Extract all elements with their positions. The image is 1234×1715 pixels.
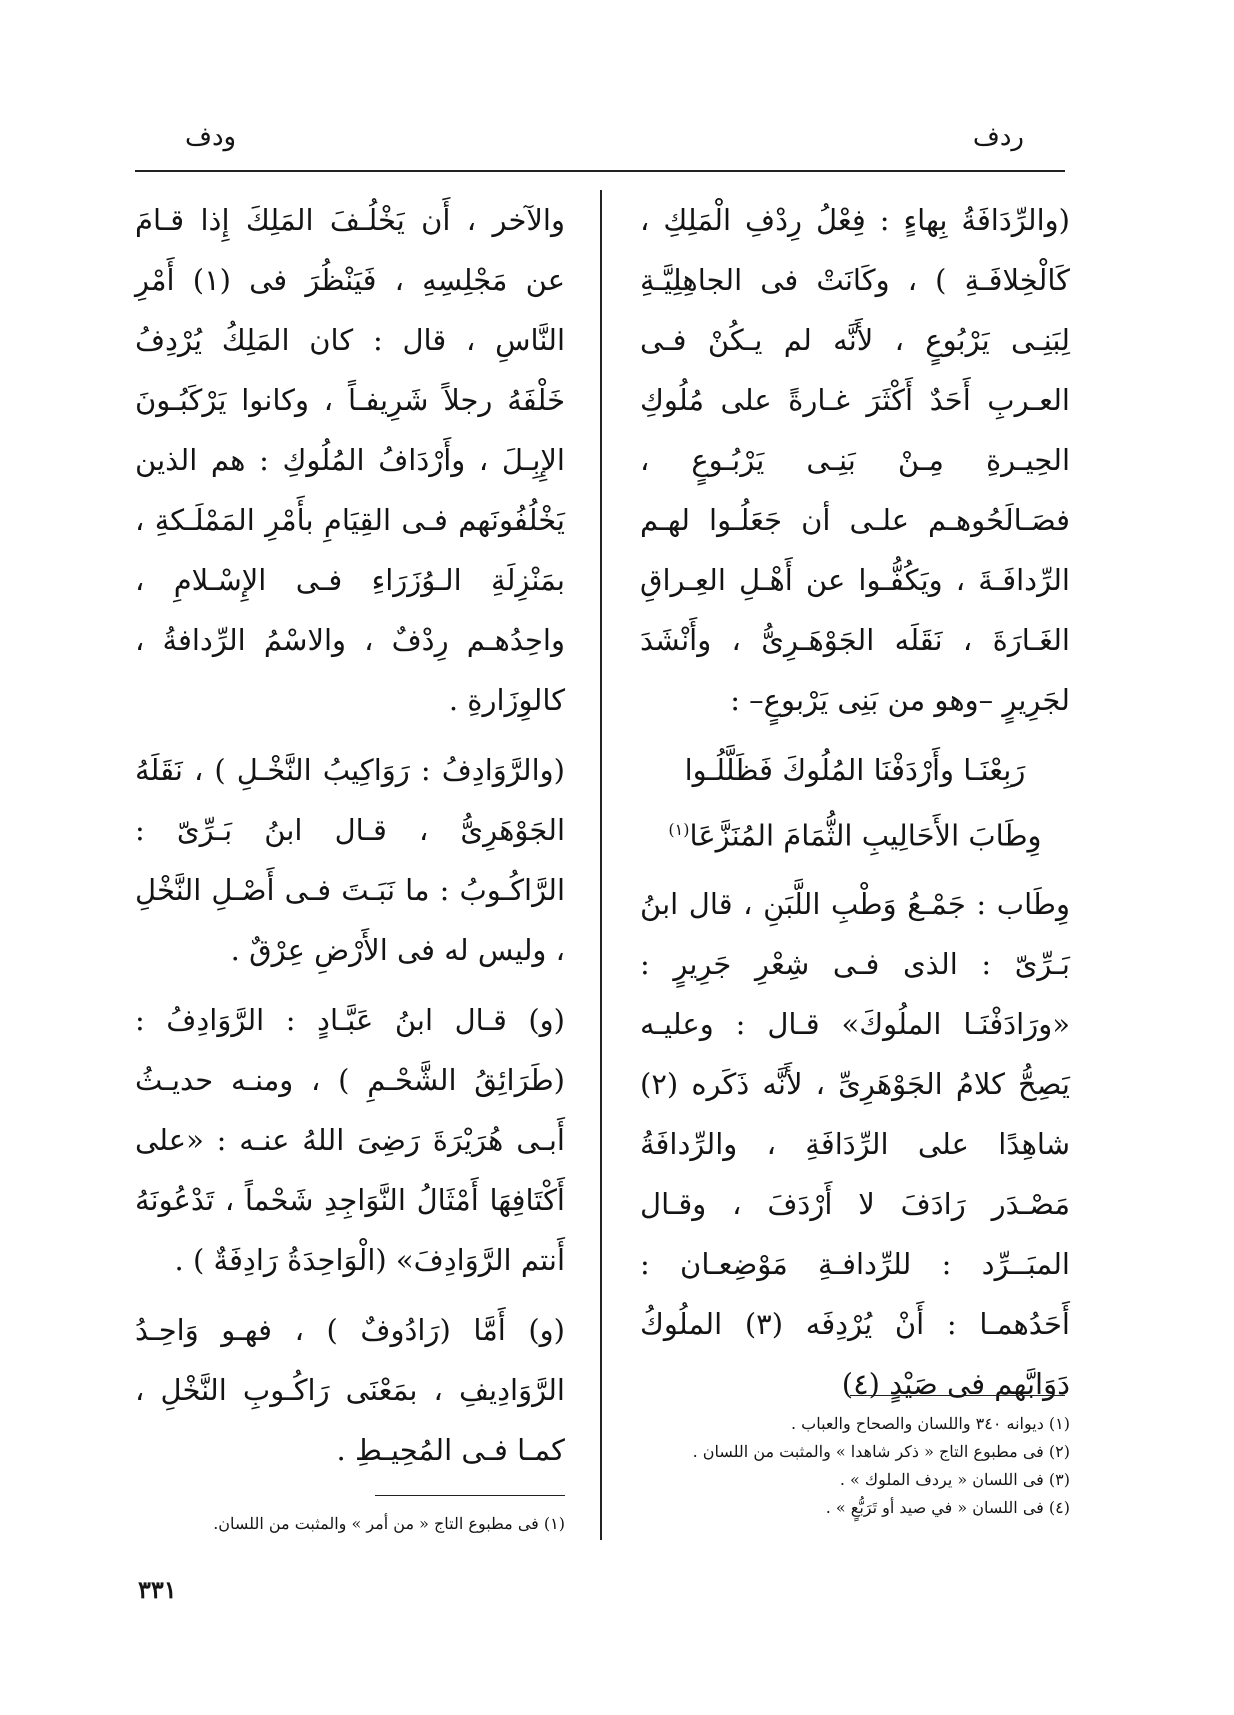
left-paragraph-1: والآخر ، أَن يَخْلُـفَ المَلِكَ إِذا قـامَ عن مَجْلِسِهِ ، فَيَنْظُرَ فى (١) أَمْرِ النَّاسِ ، قال : كان المَلِكُ يُرْدِفُ خَلْفَهُ رجلاً شَرِيفـاً ، وكانوا يَرْكَبُـونَ الإِبِـلَ ، وأَرْدَافُ المُلُوكِ : هم الذين يَخْلُفُونَهم فـى القِيَامِ بأَمْرِ المَمْلَـكةِ ، بمَنْزِلَةِ الـوُزَرَاءِ فـى الإِسْـلامِ ، واحِدُهـم رِدْفٌ ، والاسْمُ الرِّدافةُ ، كالوِزَارةِ . (135, 203, 566, 717)
left-column (135, 190, 565, 1490)
right-column (640, 190, 1070, 1424)
footnote: (٣) فى اللسان « يردف الملوك » . (839, 1470, 1070, 1489)
verse-line-2-wrapper (640, 800, 1070, 866)
running-header-right: ردف (972, 122, 1024, 152)
running-header-left: ودف (185, 122, 237, 152)
left-footnotes (135, 1510, 565, 1538)
verse-line-1: رَبِعْنَـا وأَرْدَفْنَا المُلُوكَ فَظَلَّلُـوا (684, 753, 1026, 787)
column-divider (600, 190, 602, 1540)
verse-line-2: وِطَابَ الأَحَالِيبِ الثُّمَامَ المُنَزَّعَا (689, 818, 1042, 853)
verse-footnote-marker: (١) (668, 820, 690, 839)
footnote: (١) ديوانه ٣٤٠ واللسان والصحاح والعباب . (790, 1414, 1070, 1433)
left-footnote-rule (375, 1495, 565, 1496)
left-paragraph-2: (والرَّوَادِفُ : رَوَاكِيبُ النَّخْـلِ ) ، نَقَلَهُ الجَوْهَرِىُّ ، قـال ابنُ بَـرِّىّ : الرَّاكُـوبُ : ما نَبَـتَ فـى أَصْـلِ النَّخْلِ ، وليس له فى الأَرْضِ عِرْقٌ . (135, 753, 565, 967)
right-footnote-rule (850, 1395, 1065, 1396)
left-paragraph-3: (و) قـال ابنُ عَبَّـادٍ : الرَّوَادِفُ : (طَرَائِقُ الشَّحْـمِ ) ، ومنـه حديـثُ أَبـى هُرَيْرَةَ رَضِىَ اللهُ عنـه : «على أَكْتَافِهَا أَمْثَالُ النَّوَاجِدِ شَحْماً ، تَدْعُونَهُ أَنتم الرَّوَادِفَ» (الْوَاحِدَةُ رَادِفَةٌ ) . (135, 1003, 565, 1277)
right-footnotes (640, 1410, 1070, 1522)
left-paragraph-4: (و) أَمَّا (رَادُوفٌ ) ، فهـو وَاحِـدُ الرَّوَادِيفِ ، بمَعْنَى رَاكُـوبِ النَّخْلِ ، كمـا فـى المُحِيـطِ . (135, 1313, 565, 1467)
footnote: (٤) فى اللسان « في صيد أو تَرَبُّعٍ » . (825, 1498, 1070, 1517)
right-paragraph-2: وِطَاب : جَمْـعُ وَطْبِ اللَّبَنِ ، قال ابنُ بَـرِّىّ : الذى فـى شِعْرِ جَرِيرٍ : «ورَادَفْنَـا الملُوكَ» قـال : وعليـه يَصِحُّ كلامُ الجَوْهَرِىِّ ، لأَنَّه ذَكَره (٢) شاهِدًا على الرِّدَافَةِ ، والرِّدافَةُ مَصْـدَر رَادَفَ لا أَرْدَفَ ، وقـال المبَــرِّد : للرِّدافـةِ مَوْضِعـان : أَحَدُهمـا : أَنْ يُرْدِفَه (٣) الملُوكُ دَوَابَّهم فى صَيْدٍ (٤) (640, 886, 1070, 1401)
footnote: (١) فى مطبوع التاج « من أمر » والمثبت من اللسان. (213, 1514, 565, 1533)
header-rule (135, 170, 1065, 172)
page-number: ٣٣١ (138, 1575, 177, 1604)
right-paragraph-1: (والرِّدَافَةُ بِهاءٍ : فِعْلُ رِدْفِ الْمَلِكِ ، كَالْخِلافَـةِ ) ، وكَانَتْ فى الجاهِلِيَّـةِ لِبَنِـى يَرْبُوعٍ ، لأَنَّه لم يـكُنْ فـى العـربِ أَحَدٌ أَكْثَرَ غـارةً على مُلُوكِ الحِيـرةِ مِـنْ بَنِـى يَرْبُـوعٍ ، فصَـالَحُوهـم علـى أن جَعَلُـوا لهـم الرِّدافَـةَ ، ويَكُفُّـوا عن أَهْـلِ العِـراقِ الغَـارَةَ ، نَقَلَه الجَوْهَـرِىُّ ، وأَنْشَدَ لجَرِيرٍ –وهو من بَنِى يَرْبوعٍ– : (640, 203, 1070, 717)
footnote: (٢) فى مطبوع التاج « ذكر شاهدا » والمثبت من اللسان . (692, 1442, 1070, 1461)
